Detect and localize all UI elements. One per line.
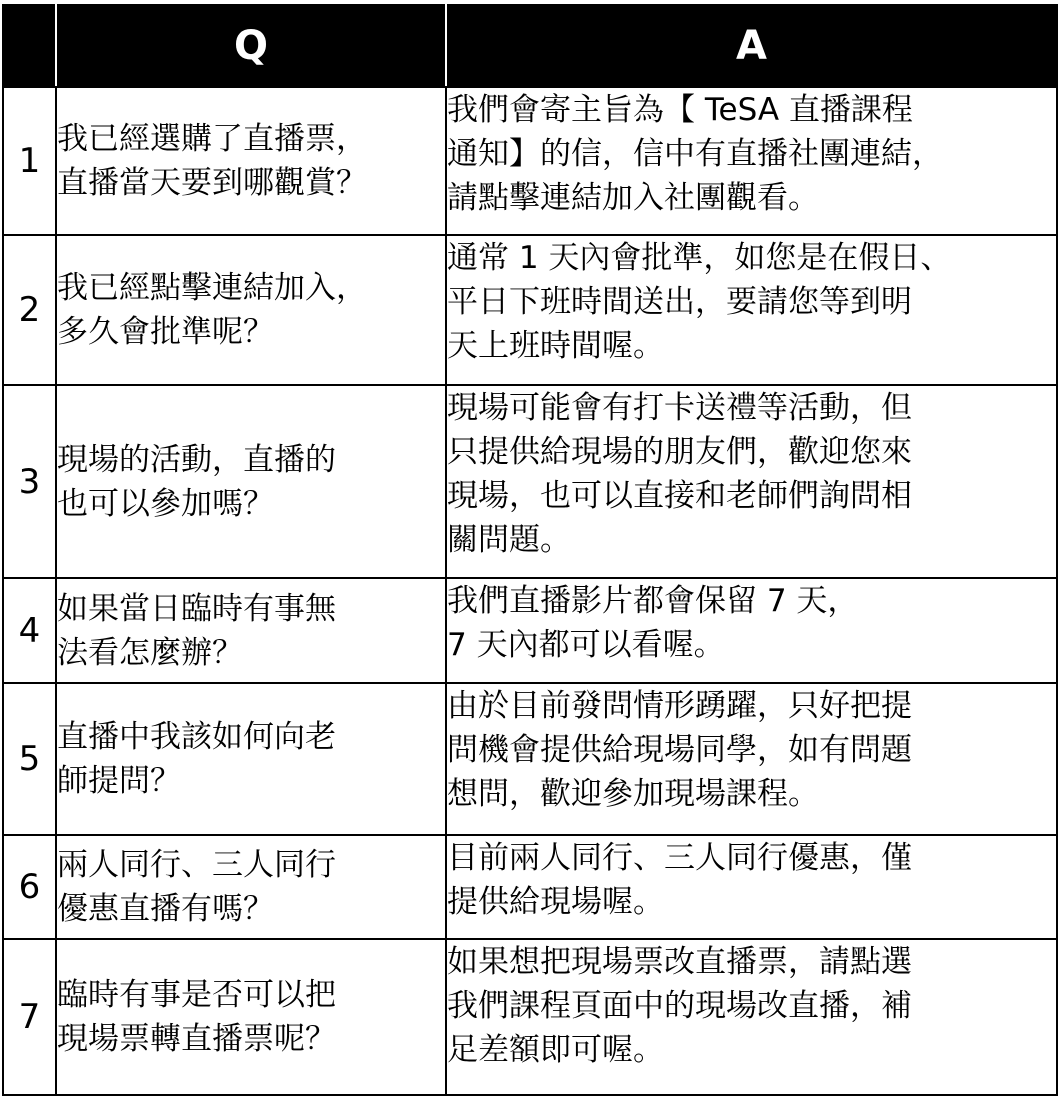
table-row xyxy=(3,578,1057,683)
answer-cell xyxy=(446,683,1057,835)
header-number-cell xyxy=(3,5,56,87)
row-number: 2 xyxy=(3,235,56,385)
question-cell xyxy=(56,683,446,835)
answer-line: 我們直播影片都會保留 7 天， xyxy=(447,583,859,619)
answer-line: 由於目前發問情形踴躍，只好把提 xyxy=(447,688,912,724)
row-number: 3 xyxy=(3,385,56,578)
answer-line: 只提供給現場的朋友們，歡迎您來 xyxy=(447,434,912,470)
table-row xyxy=(3,683,1057,835)
question-cell xyxy=(56,835,446,939)
answer-line: 足差額即可喔。 xyxy=(447,1032,664,1068)
row-number: 5 xyxy=(3,683,56,835)
answer-line: 7 天內都可以看喔。 xyxy=(447,627,725,663)
question-line: 如果當日臨時有事無 xyxy=(57,590,336,627)
answer-line: 天上班時間喔。 xyxy=(447,328,664,364)
answer-line: 如果想把現場票改直播票，請點選 xyxy=(447,944,912,980)
answer-line: 平日下班時間送出，要請您等到明 xyxy=(447,284,912,320)
answer-line: 我們課程頁面中的現場改直播，補 xyxy=(447,988,912,1024)
answer-line: 現場，也可以直接和老師們詢問相 xyxy=(447,478,912,514)
answer-line: 通知】的信，信中有直播社團連結， xyxy=(447,136,943,172)
question-cell xyxy=(56,87,446,235)
question-line: 直播中我該如何向老 xyxy=(57,719,336,755)
row-number: 6 xyxy=(3,835,56,939)
header-row xyxy=(3,5,1057,87)
question-line: 臨時有事是否可以把 xyxy=(57,977,336,1013)
question-cell xyxy=(56,939,446,1095)
row-number: 7 xyxy=(3,939,56,1095)
header-answer-cell: A xyxy=(446,5,1057,87)
question-line: 也可以參加嗎？ xyxy=(57,485,274,522)
question-line: 多久會批準呢？ xyxy=(57,314,274,350)
row-number: 1 xyxy=(3,87,56,235)
question-line: 師提問？ xyxy=(57,763,181,799)
header-question-cell: Q xyxy=(56,5,446,87)
question-line: 現場的活動，直播的 xyxy=(57,441,336,478)
faq-table xyxy=(2,4,1058,1096)
answer-line: 通常 1 天內會批準，如您是在假日、 xyxy=(447,240,952,276)
question-line: 直播當天要到哪觀賞？ xyxy=(57,165,367,201)
table-row xyxy=(3,939,1057,1095)
answer-line: 目前兩人同行、三人同行優惠，僅 xyxy=(447,840,912,876)
answer-line: 我們會寄主旨為【 TeSA 直播課程 xyxy=(447,92,913,128)
faq-table-header xyxy=(3,5,1057,87)
question-line: 兩人同行、三人同行 xyxy=(57,847,336,883)
answer-line: 請點擊連結加入社團觀看。 xyxy=(447,180,819,216)
table-row xyxy=(3,385,1057,578)
answer-line: 現場可能會有打卡送禮等活動，但 xyxy=(447,390,912,426)
table-row xyxy=(3,835,1057,939)
question-line: 法看怎麼辦？ xyxy=(57,634,243,671)
question-cell xyxy=(56,578,446,683)
question-line: 我已經選購了直播票， xyxy=(57,121,367,157)
row-number: 4 xyxy=(3,578,56,683)
answer-cell xyxy=(446,939,1057,1095)
answer-cell xyxy=(446,87,1057,235)
answer-line: 想問，歡迎參加現場課程。 xyxy=(447,776,819,812)
answer-cell xyxy=(446,578,1057,683)
question-line: 優惠直播有嗎？ xyxy=(57,891,274,927)
answer-cell xyxy=(446,235,1057,385)
table-row xyxy=(3,87,1057,235)
question-line: 我已經點擊連結加入， xyxy=(57,270,367,306)
answer-cell xyxy=(446,835,1057,939)
answer-line: 提供給現場喔。 xyxy=(447,884,664,920)
faq-table-body xyxy=(3,87,1057,1095)
answer-cell xyxy=(446,385,1057,578)
question-line: 現場票轉直播票呢？ xyxy=(57,1021,336,1057)
question-cell xyxy=(56,385,446,578)
table-row xyxy=(3,235,1057,385)
question-cell xyxy=(56,235,446,385)
answer-line: 問機會提供給現場同學，如有問題 xyxy=(447,732,912,768)
answer-line: 關問題。 xyxy=(447,522,571,558)
